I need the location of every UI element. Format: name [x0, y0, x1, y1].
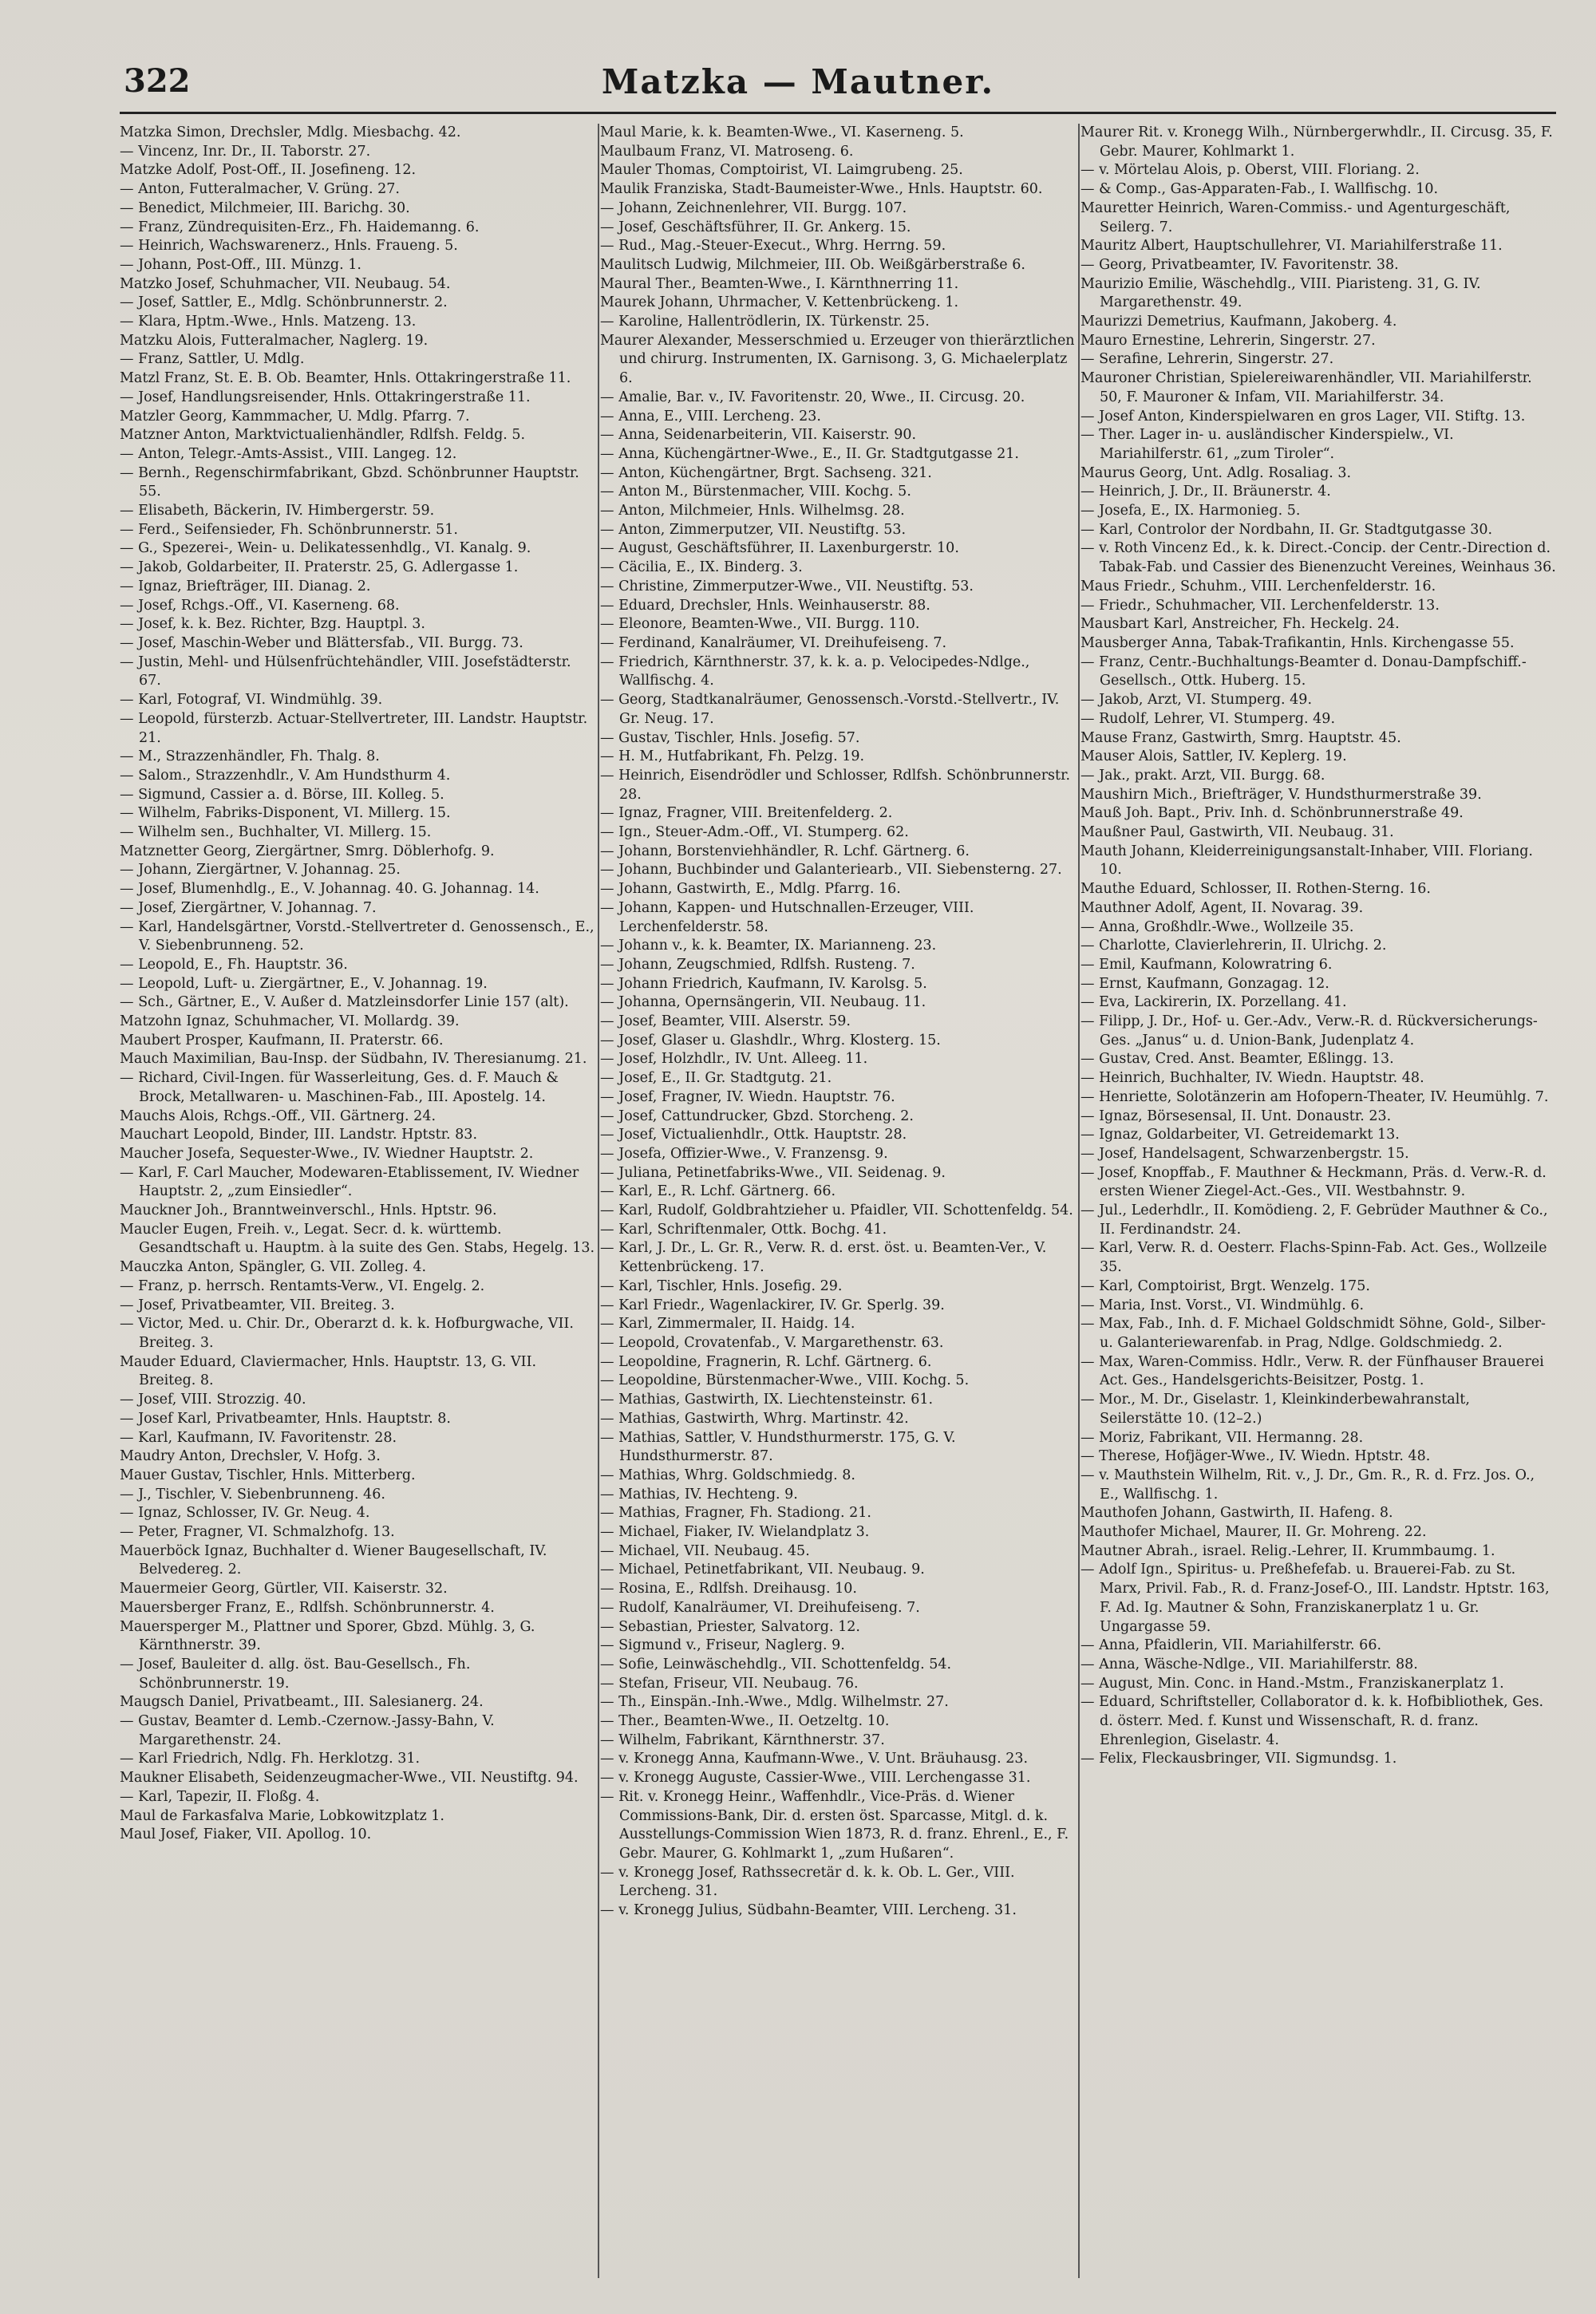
directory-entry: Maul Marie, k. k. Beamten-Wwe., VI. Kaserneng. 5.	[600, 124, 964, 140]
directory-entry: — Henriette, Solotänzerin am Hofopern-Theater, IV. Heumühlg. 7.	[1080, 1088, 1549, 1105]
directory-entry: — Johann, Kappen- und Hutschnallen-Erzeuger, VIII. Lerchenfelderstr. 58.	[600, 899, 974, 935]
directory-entry: — v. Kronegg Julius, Südbahn-Beamter, VIII. Lercheng. 31.	[600, 1902, 1017, 1919]
directory-entry: — Heinrich, Eisendrödler und Schlosser, Rdlfsh. Schönbrunnerstr. 28.	[600, 767, 1071, 803]
directory-entry: — Karl, Controlor der Nordbahn, II. Gr. Stadtgutgasse 30.	[1080, 521, 1493, 538]
directory-entry: Maurek Johann, Uhrmacher, V. Kettenbrückeng. 1.	[600, 294, 959, 311]
directory-entry: — August, Geschäftsführer, II. Laxenburgerstr. 10.	[600, 540, 959, 557]
directory-entry: — Jul., Lederhdlr., II. Komödieng. 2, F. Gebrüder Mauthner & Co., II. Ferdinandstr. 24.	[1080, 1202, 1548, 1238]
directory-entry: — Mathias, IV. Hechteng. 9.	[600, 1486, 798, 1503]
directory-entry: — & Comp., Gas-Apparaten-Fab., I. Wallfischg. 10.	[1080, 181, 1439, 198]
directory-entry: — Karl, Comptoirist, Brgt. Wenzelg. 175.	[1080, 1277, 1370, 1294]
directory-entry: Maulbaum Franz, VI. Matroseng. 6.	[600, 143, 854, 160]
directory-entry: — Karl, J. Dr., L. Gr. R., Verw. R. d. erst. öst. u. Beamten-Ver., V. Kettenbrückeng. 17.	[600, 1240, 1047, 1276]
directory-entry: Matzohn Ignaz, Schuhmacher, VI. Mollardg. 39.	[120, 1013, 460, 1030]
directory-entry: — Rud., Mag.-Steuer-Execut., Whrg. Herrng. 59.	[600, 238, 946, 255]
directory-entry: — Ignaz, Fragner, VIII. Breitenfelderg. 2.	[600, 805, 893, 822]
directory-entry: Mauthner Adolf, Agent, II. Novarag. 39.	[1080, 899, 1364, 916]
directory-entry: Mauchs Alois, Rchgs.-Off., VII. Gärtnerg. 24.	[120, 1108, 437, 1124]
directory-entry: — Juliana, Petinetfabriks-Wwe., VII. Seidenag. 9.	[600, 1164, 946, 1181]
column-right	[1080, 124, 1556, 2278]
directory-entry: — Leopold, Crovatenfab., V. Margarethenstr. 63.	[600, 1335, 944, 1351]
directory-entry: — Josef, Holzhdlr., IV. Unt. Alleeg. 11.	[600, 1051, 868, 1068]
directory-entry: — Charlotte, Clavierlehrerin, II. Ulrichg. 2.	[1080, 938, 1387, 954]
directory-entry: Maudry Anton, Drechsler, V. Hofg. 3.	[120, 1448, 381, 1465]
directory-entry: — Josef, E., II. Gr. Stadtgutg. 21.	[600, 1070, 832, 1087]
directory-entry: — Josef Karl, Privatbeamter, Hnls. Hauptstr. 8.	[120, 1410, 451, 1427]
directory-entry: — Franz, p. herrsch. Rentamts-Verw., VI. Engelg. 2.	[120, 1277, 485, 1294]
directory-entry: — Mathias, Fragner, Fh. Stadiong. 21.	[600, 1505, 871, 1522]
directory-entry: — Leopoldine, Fragnerin, R. Lchf. Gärtnerg. 6.	[600, 1353, 932, 1370]
directory-entry: — Johann Friedrich, Kaufmann, IV. Karolsg. 5.	[600, 975, 927, 992]
directory-entry: — Emil, Kaufmann, Kolowratring 6.	[1080, 956, 1333, 973]
directory-entry: — Salom., Strazzenhdlr., V. Am Hundsthurm 4.	[120, 767, 451, 784]
directory-entry: — Amalie, Bar. v., IV. Favoritenstr. 20, Wwe., II. Circusg. 20.	[600, 389, 1025, 405]
directory-entry: — Rit. v. Kronegg Heinr., Waffenhdlr., Vice-Präs. d. Wiener Commissions-Bank, Dir. d. ersten öst. Sparcasse, Mitgl. d. k. Ausstellungs-Commission Wien 1873, R. d. franz. Ehrenl., E., F. Gebr. Maurer, G. Kohlmarkt 1, „zum Hußaren“.	[600, 1788, 1069, 1862]
directory-entry: — Th., Einspän.-Inh.-Wwe., Mdlg. Wilhelmstr. 27.	[600, 1694, 949, 1711]
directory-entry: Matznetter Georg, Ziergärtner, Smrg. Döblerhofg. 9.	[120, 843, 495, 859]
directory-entry: Mautner Abrah., israel. Relig.-Lehrer, II. Krummbaumg. 1.	[1080, 1542, 1495, 1559]
directory-entry: — Mor., M. Dr., Giselastr. 1, Kleinkinderbewahranstalt, Seilerstätte 10. (12–2.)	[1080, 1392, 1470, 1427]
column-divider	[598, 124, 599, 2278]
directory-entry: — Richard, Civil-Ingen. für Wasserleitung, Ges. d. F. Mauch & Brock, Metallwaren- u. Maschinen-Fab., III. Apostelg. 14.	[120, 1070, 559, 1105]
directory-entry: Mausberger Anna, Tabak-Trafikantin, Hnls. Kirchengasse 55.	[1080, 634, 1515, 651]
directory-entry: — Leopoldine, Bürstenmacher-Wwe., VIII. Kochg. 5.	[600, 1372, 970, 1389]
directory-entry: — Franz, Centr.-Buchhaltungs-Beamter d. Donau-Dampfschiff.-Gesellsch., Ottk. Huberg. 15.	[1080, 654, 1527, 689]
directory-entry: — Anton, Telegr.-Amts-Assist., VIII. Langeg. 12.	[120, 445, 457, 462]
directory-entry: Mauthofer Michael, Maurer, II. Gr. Mohreng. 22.	[1080, 1524, 1427, 1541]
column-middle	[600, 124, 1076, 2278]
directory-entry: — Eduard, Schriftsteller, Collaborator d. k. k. Hofbibliothek, Ges. d. österr. Med. f. Kunst und Wissenschaft, R. d. franz. Ehrenlegion, Giselastr. 4.	[1080, 1694, 1544, 1748]
directory-entry: — Anna, Küchengärtner-Wwe., E., II. Gr. Stadtgutgasse 21.	[600, 445, 1019, 462]
directory-entry: — Johann, Zeugschmied, Rdlfsh. Rusteng. 7.	[600, 956, 915, 973]
directory-entry: — Karl, Tischler, Hnls. Josefig. 29.	[600, 1277, 843, 1294]
directory-entry: — Josef, Knopffab., F. Mauthner & Heckmann, Präs. d. Verw.-R. d. ersten Wiener Ziegel-Act.-Ges., VII. Westbahnstr. 9.	[1080, 1164, 1547, 1200]
directory-entry: — Karl, Handelsgärtner, Vorstd.-Stellvertreter d. Genossensch., E., V. Siebenbrunneng. 52.	[120, 918, 595, 954]
directory-entry: Maurus Georg, Unt. Adlg. Rosaliag. 3.	[1080, 464, 1352, 481]
directory-entry: Mauler Thomas, Comptoirist, VI. Laimgrubeng. 25.	[600, 162, 963, 179]
directory-entry: — Anton, Milchmeier, Hnls. Wilhelmsg. 28.	[600, 503, 905, 519]
directory-entry: Maul Josef, Fiaker, VII. Apollog. 10.	[120, 1826, 372, 1843]
directory-entry: — Johanna, Opernsängerin, VII. Neubaug. 11.	[600, 994, 926, 1011]
directory-entry: — Leopold, Luft- u. Ziergärtner, E., V. Johannag. 19.	[120, 975, 488, 992]
directory-entry: — Heinrich, J. Dr., II. Bräunerstr. 4.	[1080, 484, 1331, 500]
header-rule	[120, 112, 1556, 114]
directory-entry: — Ignaz, Briefträger, III. Dianag. 2.	[120, 578, 371, 594]
directory-entry: — Leopold, fürsterzb. Actuar-Stellvertreter, III. Landstr. Hauptstr. 21.	[120, 710, 588, 746]
directory-entry: Matzka Simon, Drechsler, Mdlg. Miesbachg. 42.	[120, 124, 461, 140]
directory-entry: — v. Roth Vincenz Ed., k. k. Direct.-Concip. der Centr.-Direction d. Tabak-Fab. und Cassier des Bienenzucht Vereines, Weinhaus 36.	[1080, 540, 1556, 576]
directory-entry: — Anna, Wäsche-Ndlge., VII. Mariahilferstr. 88.	[1080, 1656, 1418, 1672]
directory-entry: — Johann, Post-Off., III. Münzg. 1.	[120, 256, 361, 273]
directory-entry: — Anton M., Bürstenmacher, VIII. Kochg. 5.	[600, 484, 911, 500]
directory-entry: Mauersberger Franz, E., Rdlfsh. Schönbrunnerstr. 4.	[120, 1599, 495, 1616]
directory-entry: Maurizio Emilie, Wäschehdlg., VIII. Piaristeng. 31, G. IV. Margarethenstr. 49.	[1080, 275, 1481, 311]
directory-entry: — Heinrich, Buchhalter, IV. Wiedn. Hauptstr. 48.	[1080, 1070, 1424, 1087]
directory-entry: Mauersperger M., Plattner und Sporer, Gbzd. Mühlg. 3, G. Kärnthnerstr. 39.	[120, 1618, 535, 1654]
directory-entry: — Karl, E., R. Lchf. Gärtnerg. 66.	[600, 1183, 836, 1200]
directory-entry: Mauro Ernestine, Lehrerin, Singerstr. 27.	[1080, 332, 1376, 349]
directory-entry: — Jakob, Goldarbeiter, II. Praterstr. 25, G. Adlergasse 1.	[120, 559, 519, 576]
directory-entry: — Mathias, Gastwirth, IX. Liechtensteinstr. 61.	[600, 1392, 934, 1408]
directory-entry: Maul de Farkasfalva Marie, Lobkowitzplatz 1.	[120, 1807, 444, 1824]
directory-entry: — Johann, Ziergärtner, V. Johannag. 25.	[120, 862, 401, 879]
directory-entry: — Jakob, Arzt, VI. Stumperg. 49.	[1080, 692, 1313, 709]
directory-entry: Maubert Prosper, Kaufmann, II. Praterstr. 66.	[120, 1032, 444, 1048]
directory-entry: — Jak., prakt. Arzt, VII. Burgg. 68.	[1080, 767, 1325, 784]
directory-entry: — Anton, Zimmerputzer, VII. Neustiftg. 53.	[600, 521, 907, 538]
directory-entry: — Anton, Küchengärtner, Brgt. Sachseng. 321.	[600, 464, 932, 481]
directory-entry: Matzku Alois, Futteralmacher, Naglerg. 19.	[120, 332, 429, 349]
column-divider	[1078, 124, 1080, 2278]
directory-entry: — Franz, Zündrequisiten-Erz., Fh. Haidemanng. 6.	[120, 219, 480, 235]
directory-entry: — Michael, VII. Neubaug. 45.	[600, 1542, 810, 1559]
directory-entry: — Sofie, Leinwäschehdlg., VII. Schottenfeldg. 54.	[600, 1656, 952, 1672]
directory-entry: — Ferdinand, Kanalräumer, VI. Dreihufeiseng. 7.	[600, 634, 947, 651]
directory-entry: — Georg, Stadtkanalräumer, Genossensch.-Vorstd.-Stellvertr., IV. Gr. Neug. 17.	[600, 692, 1060, 727]
directory-entry: — Ther., Beamten-Wwe., II. Oetzeltg. 10.	[600, 1713, 890, 1730]
directory-entry: — Michael, Petinetfabrikant, VII. Neubaug. 9.	[600, 1562, 925, 1578]
directory-entry: — v. Mörtelau Alois, p. Oberst, VIII. Floriang. 2.	[1080, 162, 1420, 179]
directory-entry: — Josef, Ziergärtner, V. Johannag. 7.	[120, 899, 377, 916]
directory-entry: — Anna, Seidenarbeiterin, VII. Kaiserstr. 90.	[600, 427, 917, 444]
directory-entry: — Justin, Mehl- und Hülsenfrüchtehändler, VIII. Josefstädterstr. 67.	[120, 654, 571, 689]
directory-entry: — Johann, Gastwirth, E., Mdlg. Pfarrg. 16.	[600, 881, 901, 898]
directory-entry: Mauser Alois, Sattler, IV. Keplerg. 19.	[1080, 748, 1347, 765]
directory-entry: — Josef, VIII. Strozzig. 40.	[120, 1392, 306, 1408]
directory-entry: Maucler Eugen, Freih. v., Legat. Secr. d. k. württemb. Gesandtschaft u. Hauptm. à la suite des Gen. Stabs, Hegelg. 13.	[120, 1221, 595, 1257]
directory-entry: — Josef, Geschäftsführer, II. Gr. Ankerg. 15.	[600, 219, 911, 235]
page-number: 322	[124, 62, 191, 100]
directory-entry: — Johann, Zeichnenlehrer, VII. Burgg. 107.	[600, 199, 907, 216]
directory-entry: — v. Mauthstein Wilhelm, Rit. v., J. Dr., Gm. R., R. d. Frz. Jos. O., E., Wallfischg. 1.	[1080, 1467, 1535, 1503]
directory-entry: — Sch., Gärtner, E., V. Außer d. Matzleinsdorfer Linie 157 (alt).	[120, 994, 569, 1011]
directory-entry: — Josef Anton, Kinderspielwaren en gros Lager, VII. Stiftg. 13.	[1080, 408, 1526, 424]
directory-entry: — Maria, Inst. Vorst., VI. Windmühlg. 6.	[1080, 1297, 1365, 1313]
directory-entry: Mauthofen Johann, Gastwirth, II. Hafeng. 8.	[1080, 1505, 1393, 1522]
directory-entry: Matzke Adolf, Post-Off., II. Josefineng. 12.	[120, 162, 417, 179]
directory-entry: — Georg, Privatbeamter, IV. Favoritenstr. 38.	[1080, 256, 1399, 273]
directory-entry: — Josef, Beamter, VIII. Alserstr. 59.	[600, 1013, 851, 1030]
directory-entry: — Johann, Borstenviehhändler, R. Lchf. Gärtnerg. 6.	[600, 843, 970, 859]
directory-entry: — Karl, Zimmermaler, II. Haidg. 14.	[600, 1316, 855, 1333]
directory-entry: — Josef, Handelsagent, Schwarzenbergstr. 15.	[1080, 1145, 1409, 1162]
directory-entry: Mauchart Leopold, Binder, III. Landstr. Hptstr. 83.	[120, 1127, 478, 1143]
directory-entry: — v. Kronegg Anna, Kaufmann-Wwe., V. Unt. Bräuhausg. 23.	[600, 1751, 1029, 1767]
directory-entry: Maurizzi Demetrius, Kaufmann, Jakoberg. 4.	[1080, 314, 1397, 330]
directory-entry: — J., Tischler, V. Siebenbrunneng. 46.	[120, 1486, 385, 1503]
directory-entry: — Christine, Zimmerputzer-Wwe., VII. Neustiftg. 53.	[600, 578, 974, 594]
directory-entry: — Bernh., Regenschirmfabrikant, Gbzd. Schönbrunner Hauptstr. 55.	[120, 464, 579, 500]
directory-entry: — Johann v., k. k. Beamter, IX. Marianneng. 23.	[600, 938, 937, 954]
directory-entry: — Mathias, Whrg. Goldschmiedg. 8.	[600, 1467, 855, 1483]
directory-entry: — August, Min. Conc. in Hand.-Mstm., Franziskanerplatz 1.	[1080, 1675, 1504, 1692]
directory-entry: Maurer Rit. v. Kronegg Wilh., Nürnbergerwhdlr., II. Circusg. 35, F. Gebr. Maurer, Kohlmarkt 1.	[1080, 124, 1553, 160]
directory-entry: — Wilhelm sen., Buchhalter, VI. Millerg. 15.	[120, 824, 432, 841]
directory-entry: — v. Kronegg Josef, Rathssecretär d. k. k. Ob. L. Ger., VIII. Lercheng. 31.	[600, 1864, 1015, 1900]
directory-entry: — Anna, Großhdlr.-Wwe., Wollzeile 35.	[1080, 918, 1354, 935]
directory-entry: — Rosina, E., Rdlfsh. Dreihausg. 10.	[600, 1581, 857, 1597]
directory-entry: — Josef, Privatbeamter, VII. Breiteg. 3.	[120, 1297, 395, 1313]
directory-entry: — Elisabeth, Bäckerin, IV. Himbergerstr. 59.	[120, 503, 435, 519]
directory-entry: — v. Kronegg Auguste, Cassier-Wwe., VIII. Lerchengasse 31.	[600, 1770, 1031, 1787]
directory-entry: — Josef, Bauleiter d. allg. öst. Bau-Gesellsch., Fh. Schönbrunnerstr. 19.	[120, 1656, 471, 1692]
directory-entry: — Josef, Cattundrucker, Gbzd. Storcheng. 2.	[600, 1108, 914, 1124]
directory-entry: Mauch Maximilian, Bau-Insp. der Südbahn, IV. Theresianumg. 21.	[120, 1051, 587, 1068]
directory-entry: Maulik Franziska, Stadt-Baumeister-Wwe., Hnls. Hauptstr. 60.	[600, 181, 1043, 198]
directory-entry: — G., Spezerei-, Wein- u. Delikatessenhdlg., VI. Kanalg. 9.	[120, 540, 531, 557]
directory-entry: — Gustav, Tischler, Hnls. Josefig. 57.	[600, 729, 860, 746]
directory-entry: — Benedict, Milchmeier, III. Barichg. 30.	[120, 199, 410, 216]
directory-entry: — Anna, E., VIII. Lercheng. 23.	[600, 408, 821, 424]
directory-entry: — Wilhelm, Fabrikant, Kärnthnerstr. 37.	[600, 1732, 885, 1748]
directory-entry: — Peter, Fragner, VI. Schmalzhofg. 13.	[120, 1524, 395, 1541]
directory-entry: — Michael, Fiaker, IV. Wielandplatz 3.	[600, 1524, 870, 1541]
directory-entry: — Leopold, E., Fh. Hauptstr. 36.	[120, 956, 348, 973]
directory-entry: — Karl Friedrich, Ndlg. Fh. Herklotzg. 31.	[120, 1751, 421, 1767]
directory-entry: — Eva, Lackirerin, IX. Porzellang. 41.	[1080, 994, 1347, 1011]
directory-entry: — Karl, F. Carl Maucher, Modewaren-Etablissement, IV. Wiedner Hauptstr. 2, „zum Einsiedler“.	[120, 1164, 579, 1200]
directory-entry: — Karl, Rudolf, Goldbrahtzieher u. Pfaidler, VII. Schottenfeldg. 54.	[600, 1202, 1073, 1219]
directory-entry: — Max, Waren-Commiss. Hdlr., Verw. R. der Fünfhauser Brauerei Act. Ges., Handelsgerichts-Beisitzer, Postg. 1.	[1080, 1353, 1544, 1389]
directory-entry: — Ignaz, Börsesensal, II. Unt. Donaustr. 23.	[1080, 1108, 1392, 1124]
directory-entry: Matzner Anton, Marktvictualienhändler, Rdlfsh. Feldg. 5.	[120, 427, 526, 444]
directory-entry: Maußner Paul, Gastwirth, VII. Neubaug. 31.	[1080, 824, 1394, 841]
directory-entry: — Felix, Fleckausbringer, VII. Sigmundsg. 1.	[1080, 1751, 1397, 1767]
directory-entry: — Josefa, E., IX. Harmonieg. 5.	[1080, 503, 1301, 519]
directory-entry: — Ernst, Kaufmann, Gonzagag. 12.	[1080, 975, 1329, 992]
directory-entry: Mauczka Anton, Spängler, G. VII. Zolleg. 4.	[120, 1259, 427, 1276]
directory-entry: — Gustav, Cred. Anst. Beamter, Eßlingg. 13.	[1080, 1051, 1394, 1068]
directory-entry: — Adolf Ign., Spiritus- u. Preßhefefab. u. Brauerei-Fab. zu St. Marx, Privil. Fab., R. d. Franz-Josef-O., III. Landstr. Hptstr. 163, F. Ad. Ig. Mautner & Sohn, Franziskanerplatz 1 u. Gr. Ungargasse 59.	[1080, 1562, 1550, 1635]
directory-entry: Mauroner Christian, Spielereiwarenhändler, VII. Mariahilferstr. 50, F. Mauroner & Infam, VII. Mariahilferstr. 34.	[1080, 370, 1532, 405]
directory-entry: — Ferd., Seifensieder, Fh. Schönbrunnerstr. 51.	[120, 521, 458, 538]
directory-entry: Mauth Johann, Kleiderreinigungsanstalt-Inhaber, VIII. Floriang. 10.	[1080, 843, 1533, 879]
directory-entry: Mauß Joh. Bapt., Priv. Inh. d. Schönbrunnerstraße 49.	[1080, 805, 1464, 822]
directory-entry: — Anton, Futteralmacher, V. Grüng. 27.	[120, 181, 400, 198]
directory-entry: — Karl, Schriftenmaler, Ottk. Bochg. 41.	[600, 1221, 887, 1238]
directory-entry: — H. M., Hutfabrikant, Fh. Pelzg. 19.	[600, 748, 865, 765]
directory-entry: Maurer Alexander, Messerschmied u. Erzeuger von thierärztlichen und chirurg. Instrumenten, IX. Garnisong. 3, G. Michaelerplatz 6.	[600, 332, 1075, 387]
directory-entry: — Franz, Sattler, U. Mdlg.	[120, 351, 305, 368]
directory-entry: — Karl, Tapezir, II. Floßg. 4.	[120, 1788, 320, 1805]
directory-entry: — Wilhelm, Fabriks-Disponent, VI. Millerg. 15.	[120, 805, 451, 822]
directory-entry: — M., Strazzenhändler, Fh. Thalg. 8.	[120, 748, 380, 765]
directory-entry: Mauckner Joh., Branntweinverschl., Hnls. Hptstr. 96.	[120, 1202, 497, 1219]
directory-entry: Maushirn Mich., Briefträger, V. Hundsthurmerstraße 39.	[1080, 786, 1482, 803]
directory-entry: — Therese, Hofjäger-Wwe., IV. Wiedn. Hptstr. 48.	[1080, 1448, 1431, 1465]
directory-entry: — Serafine, Lehrerin, Singerstr. 27.	[1080, 351, 1334, 368]
directory-entry: — Josef, Glaser u. Glashdlr., Whrg. Klosterg. 15.	[600, 1032, 941, 1048]
directory-entry: Mauermeier Georg, Gürtler, VII. Kaiserstr. 32.	[120, 1581, 448, 1597]
directory-entry: — Josef, k. k. Bez. Richter, Bzg. Hauptpl. 3.	[120, 616, 425, 633]
directory-entry: — Sigmund, Cassier a. d. Börse, III. Kolleg. 5.	[120, 786, 444, 803]
directory-entry: — Mathias, Sattler, V. Hundsthurmerstr. 175, G. V. Hundsthurmerstr. 87.	[600, 1429, 956, 1465]
directory-entry: — Josefa, Offizier-Wwe., V. Franzensg. 9.	[600, 1145, 888, 1162]
directory-entry: — Josef, Sattler, E., Mdlg. Schönbrunnerstr. 2.	[120, 294, 448, 311]
directory-entry: — Stefan, Friseur, VII. Neubaug. 76.	[600, 1675, 859, 1692]
directory-entry: — Karl, Kaufmann, IV. Favoritenstr. 28.	[120, 1429, 397, 1446]
directory-entry: Mauretter Heinrich, Waren-Commiss.- und Agenturgeschäft, Seilerg. 7.	[1080, 199, 1511, 235]
directory-entry: — Josef, Maschin-Weber und Blättersfab., VII. Burgg. 73.	[120, 634, 523, 651]
directory-entry: Mausbart Karl, Anstreicher, Fh. Heckelg. 24.	[1080, 616, 1400, 633]
directory-entry: Mause Franz, Gastwirth, Smrg. Hauptstr. 45.	[1080, 729, 1401, 746]
directory-entry: — Eduard, Drechsler, Hnls. Weinhauserstr. 88.	[600, 597, 930, 614]
directory-entry: — Karl, Verw. R. d. Oesterr. Flachs-Spinn-Fab. Act. Ges., Wollzeile 35.	[1080, 1240, 1547, 1276]
directory-entry: — Max, Fab., Inh. d. F. Michael Goldschmidt Söhne, Gold-, Silber- u. Galanteriewarenfab. in Prag, Ndlge. Goldschmiedg. 2.	[1080, 1316, 1546, 1351]
directory-entry: Maulitsch Ludwig, Milchmeier, III. Ob. Weißgärberstraße 6.	[600, 256, 1025, 273]
directory-entry: Maukner Elisabeth, Seidenzeugmacher-Wwe., VII. Neustiftg. 94.	[120, 1770, 579, 1787]
directory-entry: — Josef, Blumenhdlg., E., V. Johannag. 40. G. Johannag. 14.	[120, 881, 539, 898]
directory-entry: — Ther. Lager in- u. ausländischer Kinderspielw., VI. Mariahilferstr. 61, „zum Tiroler“.	[1080, 427, 1454, 462]
directory-entry: — Sigmund v., Friseur, Naglerg. 9.	[600, 1637, 845, 1654]
directory-entry: — Heinrich, Wachswarenerz., Hnls. Fraueng. 5.	[120, 238, 458, 255]
directory-entry: — Moriz, Fabrikant, VII. Hermanng. 28.	[1080, 1429, 1364, 1446]
directory-entry: — Gustav, Beamter d. Lemb.-Czernow.-Jassy-Bahn, V. Margarethenstr. 24.	[120, 1713, 495, 1748]
directory-entry: — Karl Friedr., Wagenlackirer, IV. Gr. Sperlg. 39.	[600, 1297, 945, 1313]
directory-entry: — Cäcilia, E., IX. Binderg. 3.	[600, 559, 803, 576]
directory-entry: — Ignaz, Schlosser, IV. Gr. Neug. 4.	[120, 1505, 370, 1522]
directory-entry: — Josef, Victualienhdlr., Ottk. Hauptstr. 28.	[600, 1127, 907, 1143]
directory-entry: — Ignaz, Goldarbeiter, VI. Getreidemarkt 13.	[1080, 1127, 1400, 1143]
directory-entry: — Rudolf, Lehrer, VI. Stumperg. 49.	[1080, 710, 1336, 727]
directory-entry: — Vincenz, Inr. Dr., II. Taborstr. 27.	[120, 143, 371, 160]
directory-entry: Maural Ther., Beamten-Wwe., I. Kärnthnerring 11.	[600, 275, 959, 292]
directory-entry: Matzler Georg, Kammmacher, U. Mdlg. Pfarrg. 7.	[120, 408, 470, 424]
directory-entry: Maucher Josefa, Sequester-Wwe., IV. Wiedner Hauptstr. 2.	[120, 1145, 534, 1162]
directory-entry: — Josef, Handlungsreisender, Hnls. Ottakringerstraße 11.	[120, 389, 531, 405]
directory-entry: — Anna, Pfaidlerin, VII. Mariahilferstr. 66.	[1080, 1637, 1382, 1654]
directory-entry: — Filipp, J. Dr., Hof- u. Ger.-Adv., Verw.-R. d. Rückversicherungs-Ges. „Janus“ u. d. Union-Bank, Judenplatz 4.	[1080, 1013, 1538, 1048]
directory-entry: — Rudolf, Kanalräumer, VI. Dreihufeiseng. 7.	[600, 1599, 920, 1616]
directory-entry: — Friedrich, Kärnthnerstr. 37, k. k. a. p. Velocipedes-Ndlge., Wallfischg. 4.	[600, 654, 1030, 689]
directory-entry: — Johann, Buchbinder und Galanteriearb., VII. Siebensterng. 27.	[600, 862, 1062, 879]
running-head: Matzka — Mautner.	[601, 62, 995, 101]
directory-entry: Maus Friedr., Schuhm., VIII. Lerchenfelderstr. 16.	[1080, 578, 1436, 594]
directory-entry: Maugsch Daniel, Privatbeamt., III. Salesianerg. 24.	[120, 1694, 484, 1711]
directory-entry: Matzl Franz, St. E. B. Ob. Beamter, Hnls. Ottakringerstraße 11.	[120, 370, 571, 387]
directory-entry: — Klara, Hptm.-Wwe., Hnls. Matzeng. 13.	[120, 314, 417, 330]
directory-entry: — Eleonore, Beamten-Wwe., VII. Burgg. 110.	[600, 616, 920, 633]
directory-entry: — Friedr., Schuhmacher, VII. Lerchenfelderstr. 13.	[1080, 597, 1440, 614]
directory-entry: Mauritz Albert, Hauptschullehrer, VI. Mariahilferstraße 11.	[1080, 238, 1503, 255]
column-left	[120, 124, 595, 2278]
directory-entry: Mauer Gustav, Tischler, Hnls. Mitterberg.	[120, 1467, 416, 1483]
directory-entry: — Sebastian, Priester, Salvatorg. 12.	[600, 1618, 860, 1635]
directory-entry: — Mathias, Gastwirth, Whrg. Martinstr. 42.	[600, 1410, 909, 1427]
directory-entry: — Josef, Fragner, IV. Wiedn. Hauptstr. 76.	[600, 1088, 895, 1105]
directory-entry: — Karoline, Hallentrödlerin, IX. Türkenstr. 25.	[600, 314, 930, 330]
directory-entry: — Ign., Steuer-Adm.-Off., VI. Stumperg. 62.	[600, 824, 909, 841]
directory-entry: — Josef, Rchgs.-Off., VI. Kaserneng. 68.	[120, 597, 400, 614]
directory-entry: Mauder Eduard, Claviermacher, Hnls. Hauptstr. 13, G. VII. Breiteg. 8.	[120, 1353, 537, 1389]
directory-entry: Mauerböck Ignaz, Buchhalter d. Wiener Baugesellschaft, IV. Belvedereg. 2.	[120, 1542, 547, 1578]
directory-entry: Matzko Josef, Schuhmacher, VII. Neubaug. 54.	[120, 275, 451, 292]
directory-entry: Mauthe Eduard, Schlosser, II. Rothen-Sterng. 16.	[1080, 881, 1431, 898]
directory-entry: — Victor, Med. u. Chir. Dr., Oberarzt d. k. k. Hofburgwache, VII. Breiteg. 3.	[120, 1316, 574, 1351]
directory-entry: — Karl, Fotograf, VI. Windmühlg. 39.	[120, 692, 383, 709]
